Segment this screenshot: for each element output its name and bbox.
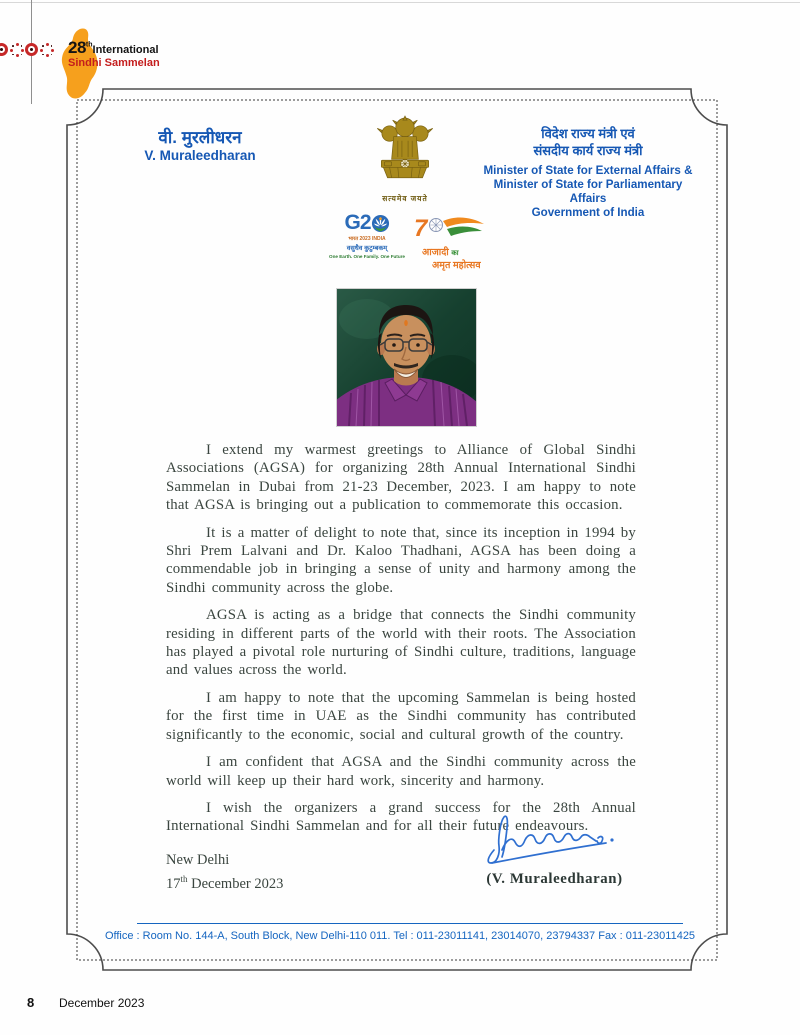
amrit-line2: अमृत महोत्सव xyxy=(432,260,481,271)
signature-image xyxy=(478,810,636,870)
logo-ordinal: th xyxy=(85,41,93,49)
logo-word1: International xyxy=(92,44,159,56)
designation-english-2: Minister of State for Parliamentary Affairs xyxy=(493,177,683,206)
designation-hindi-2: संसदीय कार्य राज्य मंत्री xyxy=(533,142,643,158)
paragraph-2: It is a matter of delight to note that, since its inception in 1994 by Shri Prem Lalvani and Dr. Kaloo Thadhani, AGSA has been doing a commendable job in bringing a sense of unity and harmony among the Sindhi community across the globe. xyxy=(166,524,636,596)
designation-hindi-1: विदेश राज्य मंत्री एवं xyxy=(541,126,635,141)
g20-motto-hindi: वसुधैव कुटुम्बकम् xyxy=(346,245,388,252)
signatory-name: (V. Muraleedharan) xyxy=(486,871,623,887)
closing-date-ordinal: th xyxy=(180,874,188,884)
g20-year-line: भारत 2023 INDIA xyxy=(348,236,386,242)
issue-date: December 2023 xyxy=(59,996,145,1010)
sender-block xyxy=(132,127,268,163)
letter-body xyxy=(166,441,636,845)
g20-logo xyxy=(326,211,408,259)
closing-place-date xyxy=(166,851,283,894)
g20-lotus-globe-icon xyxy=(371,214,390,233)
paragraph-4: I am happy to note that the upcoming Sammelan is being hosted for the first time in UAE as the Sindhi community has contributed significantly to the economic, social and cultural growth of the country. xyxy=(166,689,636,743)
paragraph-3: AGSA is acting as a bridge that connects the Sindhi community residing in different parts of the world with their roots. The Association has played a pivotal role nurturing of Sindhi culture, traditions, language and values across the world. xyxy=(166,607,636,679)
designation-english-3: Government of India xyxy=(531,206,645,220)
paragraph-6: I wish the organizers a grand success for the 28th Annual International Sindhi Sammelan and for all their future endeavours. xyxy=(166,799,636,835)
logo-word2: Sindhi Sammelan xyxy=(68,57,160,70)
sender-name-english: V. Muraleedharan xyxy=(144,148,256,164)
lion-capital-icon xyxy=(369,114,441,188)
emblem-motto: सत्यमेव जयते xyxy=(382,194,428,203)
g20-text: G2 xyxy=(344,211,371,234)
page-number: 8 xyxy=(27,995,35,1010)
logo-number: 28 xyxy=(68,38,86,57)
national-emblem xyxy=(369,114,441,204)
amrit-azadi-text: आजादी xyxy=(422,247,449,258)
closing-date-rest: December 2023 xyxy=(187,875,284,892)
office-footer-rule xyxy=(137,923,683,924)
amrit-75-icon xyxy=(414,214,486,240)
portrait-image xyxy=(337,289,476,426)
designation-english-1: Minister of State for External Affairs & xyxy=(483,163,693,177)
designation-block xyxy=(478,126,698,220)
closing-date-day: 17 xyxy=(166,875,181,892)
paragraph-5: I am confident that AGSA and the Sindhi community across the world will keep up their hard work, sincerity and harmony. xyxy=(166,754,636,789)
closing-place-text: New Delhi xyxy=(166,852,230,868)
office-footer-text: Office : Room No. 144-A, South Block, New Delhi-110 011. Tel : 011-23011141, 23014070, 23794337 Fax : 011-23011425 xyxy=(104,930,696,942)
sender-name-hindi: वी. मुरलीधरन xyxy=(158,128,242,147)
g20-tagline: One Earth. One Family. One Future xyxy=(329,254,405,259)
g20-wordmark xyxy=(326,211,408,235)
amrit-mahotsav-logo xyxy=(414,214,488,271)
amrit-ka-text: का xyxy=(451,250,459,257)
svg-text:7: 7 xyxy=(414,215,428,240)
paragraph-1: I extend my warmest greetings to Alliance of Global Sindhi Associations (AGSA) for organizing 28th Annual International Sindhi Sammelan in Dubai from 21-23 December, 2023. I am happy to note that AGSA is bringing out a publication to commemorate this occasion. xyxy=(166,442,636,514)
minister-portrait xyxy=(336,288,477,427)
amrit-line1 xyxy=(414,245,488,258)
closing-date xyxy=(166,870,283,894)
